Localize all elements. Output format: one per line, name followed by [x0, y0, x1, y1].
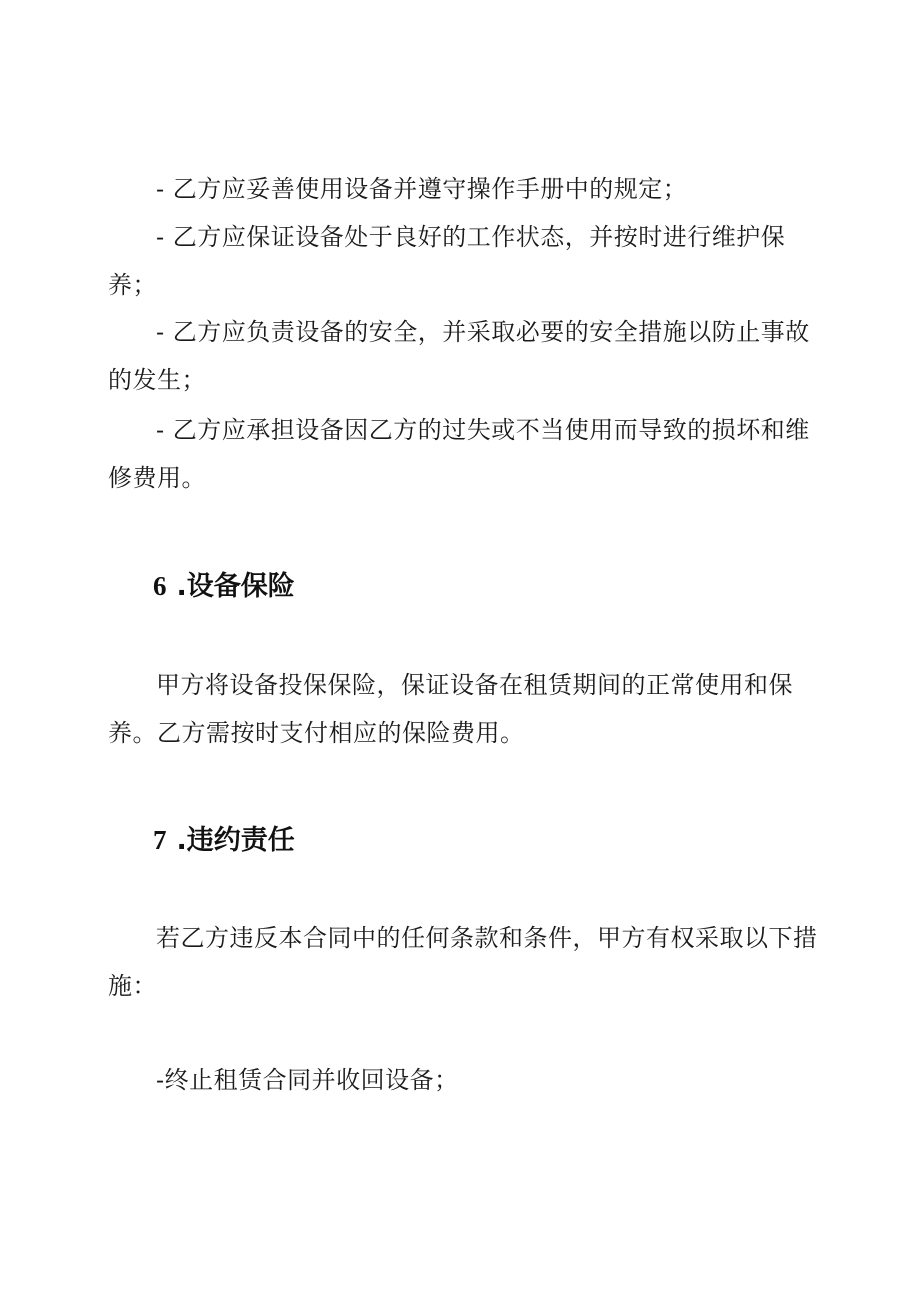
section-7-number: 7 [153, 825, 167, 855]
section-7-item: -终止租赁合同并收回设备； [156, 1066, 459, 1094]
clause-line-2: - 乙方应保证设备处于良好的工作状态，并按时进行维护保养； [108, 223, 786, 299]
section-7-heading [153, 820, 295, 861]
clause-line-4: - 乙方应承担设备因乙方的过失或不当使用而导致的损坏和维修费用。 [108, 416, 810, 492]
section-6-number: 6 [153, 571, 167, 601]
section-7-title: .违约责任 [176, 825, 295, 856]
section-6-body: 甲方将设备投保保险，保证设备在租赁期间的正常使用和保养。乙方需按时支付相应的保险费用。 [108, 671, 793, 747]
section-7-body: 若乙方违反本合同中的任何条款和条件，甲方有权采取以下措施： [108, 924, 818, 1000]
section-6-title: .设备保险 [176, 571, 295, 602]
clause-line-3: - 乙方应负责设备的安全，并采取必要的安全措施以防止事故的发生； [108, 318, 810, 394]
clause-line-1: - 乙方应妥善使用设备并遵守操作手册中的规定； [156, 175, 688, 203]
section-6-heading [153, 566, 295, 607]
